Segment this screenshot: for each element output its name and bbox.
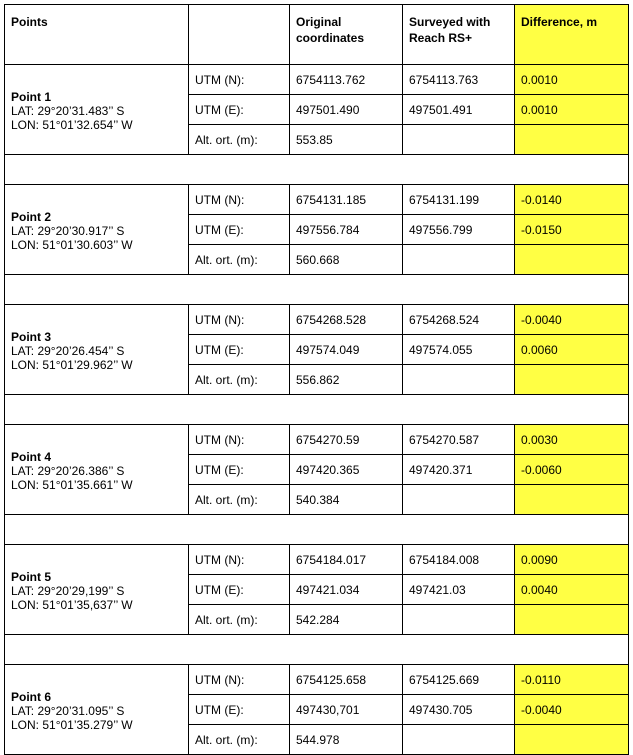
difference-value-cell: 0.0090: [515, 545, 629, 575]
difference-value-cell: -0.0060: [515, 455, 629, 485]
surveyed-value-cell: [403, 365, 515, 395]
point-info-cell: [5, 65, 189, 155]
difference-value-cell: 0.0010: [515, 95, 629, 125]
row-label-cell: UTM (E):: [189, 575, 290, 605]
table-row: [5, 65, 629, 95]
point-name: Point 6: [11, 689, 52, 704]
difference-value-cell: -0.0150: [515, 215, 629, 245]
row-label-cell: UTM (N):: [189, 185, 290, 215]
original-value-cell: 497420.365: [290, 455, 403, 485]
header-points: Points: [5, 5, 189, 65]
header-row: [5, 5, 629, 65]
original-value-cell: 6754131.185: [290, 185, 403, 215]
difference-value-cell: -0.0140: [515, 185, 629, 215]
original-value-cell: 6754184.017: [290, 545, 403, 575]
surveyed-value-cell: 497556.799: [403, 215, 515, 245]
difference-value-cell: -0.0110: [515, 665, 629, 695]
row-label-cell: UTM (N):: [189, 425, 290, 455]
original-value-cell: 6754113.762: [290, 65, 403, 95]
row-label-cell: Alt. ort. (m):: [189, 605, 290, 635]
surveyed-value-cell: [403, 725, 515, 755]
point-lon: LON: 51°01’29.962’’ W: [11, 357, 133, 372]
point-name: Point 4: [11, 449, 52, 464]
original-value-cell: 497501.490: [290, 95, 403, 125]
original-value-cell: 553.85: [290, 125, 403, 155]
row-label-cell: Alt. ort. (m):: [189, 725, 290, 755]
original-value-cell: 497421.034: [290, 575, 403, 605]
difference-value-cell: [515, 725, 629, 755]
surveyed-value-cell: 497420.371: [403, 455, 515, 485]
point-lon: LON: 51°01’30.603’’ W: [11, 237, 133, 252]
row-label-cell: Alt. ort. (m):: [189, 365, 290, 395]
original-value-cell: 6754270.59: [290, 425, 403, 455]
row-label-cell: UTM (E):: [189, 95, 290, 125]
difference-value-cell: [515, 605, 629, 635]
spacer-cell: [5, 395, 629, 425]
point-info-cell: [5, 305, 189, 395]
surveyed-value-cell: 6754270.587: [403, 425, 515, 455]
row-label-cell: UTM (E):: [189, 695, 290, 725]
point-name: Point 1: [11, 89, 52, 104]
surveyed-value-cell: 6754131.199: [403, 185, 515, 215]
difference-value-cell: -0.0040: [515, 305, 629, 335]
row-label-cell: Alt. ort. (m):: [189, 485, 290, 515]
point-name: Point 3: [11, 329, 52, 344]
spacer-row: [5, 395, 629, 425]
surveyed-value-cell: 497421.03: [403, 575, 515, 605]
row-label-cell: UTM (E):: [189, 215, 290, 245]
table-row: [5, 545, 629, 575]
point-lat: LAT: 29°20’30.917’’ S: [11, 223, 125, 238]
original-value-cell: 497556.784: [290, 215, 403, 245]
spacer-row: [5, 515, 629, 545]
header-original: Original coordinates: [290, 5, 403, 65]
table-body: [5, 65, 629, 755]
original-value-cell: 6754125.658: [290, 665, 403, 695]
difference-value-cell: 0.0060: [515, 335, 629, 365]
original-value-cell: 560.668: [290, 245, 403, 275]
difference-value-cell: [515, 245, 629, 275]
point-lon: LON: 51°01’35.661’’ W: [11, 477, 133, 492]
original-value-cell: 6754268.528: [290, 305, 403, 335]
surveyed-value-cell: 6754268.524: [403, 305, 515, 335]
point-info-cell: [5, 185, 189, 275]
point-info-cell: [5, 425, 189, 515]
point-lat: LAT: 29°20’26.454’’ S: [11, 343, 125, 358]
point-name: Point 2: [11, 209, 52, 224]
original-value-cell: 497430,701: [290, 695, 403, 725]
original-value-cell: 544.978: [290, 725, 403, 755]
row-label-cell: Alt. ort. (m):: [189, 125, 290, 155]
point-info-cell: [5, 665, 189, 755]
surveyed-value-cell: [403, 245, 515, 275]
spacer-cell: [5, 515, 629, 545]
header-difference: Difference, m: [515, 5, 629, 65]
row-label-cell: UTM (E):: [189, 335, 290, 365]
original-value-cell: 497574.049: [290, 335, 403, 365]
row-label-cell: UTM (E):: [189, 455, 290, 485]
surveyed-value-cell: 6754184.008: [403, 545, 515, 575]
difference-value-cell: 0.0040: [515, 575, 629, 605]
original-value-cell: 542.284: [290, 605, 403, 635]
difference-value-cell: -0.0040: [515, 695, 629, 725]
table-row: [5, 665, 629, 695]
spacer-cell: [5, 155, 629, 185]
difference-value-cell: 0.0030: [515, 425, 629, 455]
point-lon: LON: 51°01’32.654’’ W: [11, 117, 133, 132]
original-value-cell: 556.862: [290, 365, 403, 395]
spacer-cell: [5, 635, 629, 665]
surveyed-value-cell: 497430.705: [403, 695, 515, 725]
difference-value-cell: [515, 125, 629, 155]
surveyed-value-cell: [403, 605, 515, 635]
row-label-cell: Alt. ort. (m):: [189, 245, 290, 275]
spacer-row: [5, 635, 629, 665]
spacer-cell: [5, 275, 629, 305]
surveyed-value-cell: [403, 485, 515, 515]
header-surveyed: Surveyed with Reach RS+: [403, 5, 515, 65]
table-row: [5, 185, 629, 215]
table-row: [5, 305, 629, 335]
point-lat: LAT: 29°20’31.483’’ S: [11, 103, 125, 118]
table-row: [5, 425, 629, 455]
original-value-cell: 540.384: [290, 485, 403, 515]
difference-value-cell: 0.0010: [515, 65, 629, 95]
header-label: [189, 5, 290, 65]
point-lon: LON: 51°01’35.279’’ W: [11, 717, 133, 732]
point-name: Point 5: [11, 569, 52, 584]
spacer-row: [5, 275, 629, 305]
survey-comparison-table: [4, 4, 629, 755]
surveyed-value-cell: [403, 125, 515, 155]
surveyed-value-cell: 497574.055: [403, 335, 515, 365]
surveyed-value-cell: 6754125.669: [403, 665, 515, 695]
difference-value-cell: [515, 485, 629, 515]
point-lat: LAT: 29°20’26.386’’ S: [11, 463, 125, 478]
point-lat: LAT: 29°20’29,199’’ S: [11, 583, 125, 598]
row-label-cell: UTM (N):: [189, 545, 290, 575]
point-info-cell: [5, 545, 189, 635]
point-lat: LAT: 29°20’31.095’’ S: [11, 703, 125, 718]
surveyed-value-cell: 6754113.763: [403, 65, 515, 95]
row-label-cell: UTM (N):: [189, 65, 290, 95]
difference-value-cell: [515, 365, 629, 395]
spacer-row: [5, 155, 629, 185]
row-label-cell: UTM (N):: [189, 665, 290, 695]
surveyed-value-cell: 497501.491: [403, 95, 515, 125]
row-label-cell: UTM (N):: [189, 305, 290, 335]
point-lon: LON: 51°01’35,637’’ W: [11, 597, 133, 612]
